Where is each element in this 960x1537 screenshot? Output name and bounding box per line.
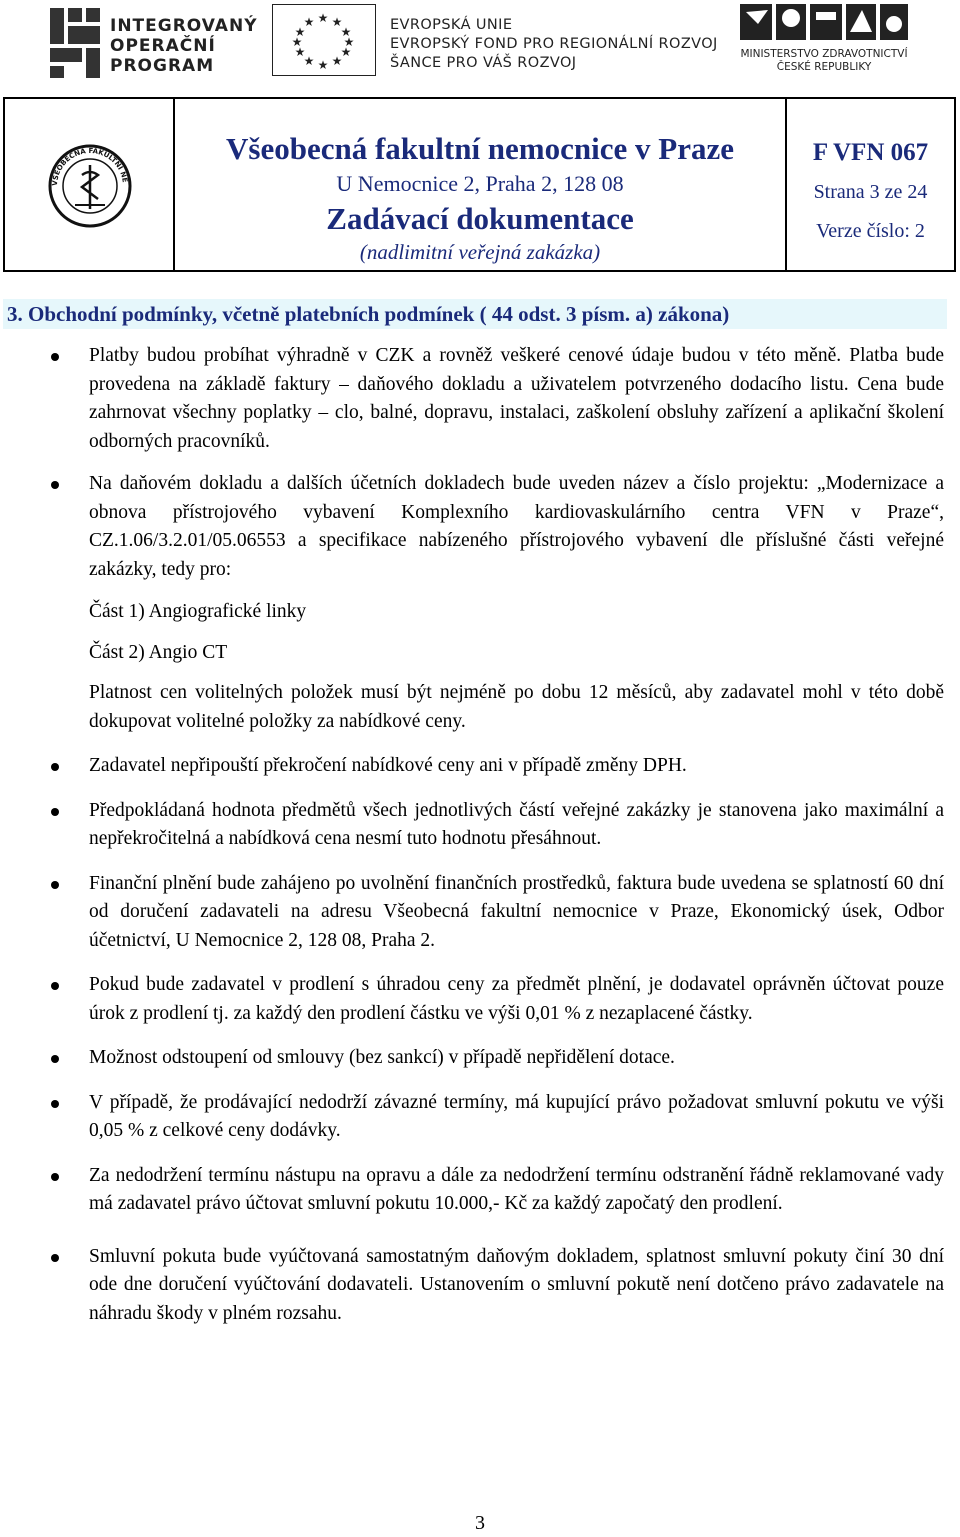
- item-text: Smluvní pokuta bude vyúčtovaná samostatným daňovým dokladem, splatnost smluvní pokuty činí 30 dní ode dne doručení vyúčtování dodavateli. Ustanovením o smluvní pokutě není dotčeno právo zadavatele na náhradu škody v plném rozsahu.: [89, 1245, 944, 1324]
- header-title-cell: [175, 99, 787, 270]
- mz-line2: ČESKÉ REPUBLIKY: [776, 61, 872, 73]
- document-title: Zadávací dokumentace: [326, 201, 634, 236]
- document-header: [3, 97, 956, 272]
- bullet-icon: [51, 353, 59, 361]
- svg-text:★: ★: [340, 45, 352, 59]
- version-number: Verze číslo: 2: [816, 220, 925, 242]
- item-text: Možnost odstoupení od smlouvy (bez sankcí) v případě nepřidělení dotace.: [89, 1047, 675, 1068]
- svg-text:★: ★: [340, 25, 352, 39]
- item-text: V případě, že prodávající nedodrží závazné termíny, má kupující právo požadovat smluvní pokutu ve výši 0,05 % z celkové ceny dodávky.: [89, 1091, 944, 1141]
- svg-text:★: ★: [331, 54, 343, 68]
- item-text: Platby budou probíhat výhradně v CZK a rovněž veškeré cenové údaje budou v této měně. Platba bude provedena na základě faktury – daňového dokladu a uživatelem potvrzeného dodacího listu. Cena bude zahrnovat všechny poplatky – clo, balné, dopravu, instalaci, zaškolení obsluhy zařízení a aplikační školení odborných pracovníků.: [89, 345, 944, 452]
- svg-text:★: ★: [291, 35, 303, 49]
- eu-line1: EVROPSKÁ UNIE: [390, 17, 513, 33]
- list-item: [89, 470, 944, 736]
- logo-bar: [0, 0, 960, 90]
- mz-text: [738, 48, 910, 74]
- svg-text:★: ★: [294, 25, 306, 39]
- bullet-icon: [51, 1173, 59, 1181]
- eu-flag-icon: [272, 4, 376, 76]
- header-seal-cell: [5, 99, 175, 270]
- list-item: [89, 1162, 944, 1219]
- svg-text:★: ★: [343, 35, 355, 49]
- eu-line2: EVROPSKÝ FOND PRO REGIONÁLNÍ ROZVOJ: [390, 36, 718, 52]
- bullet-icon: [51, 1254, 59, 1262]
- list-item: [89, 1044, 944, 1073]
- list-item: [89, 752, 944, 781]
- bullet-icon: [51, 1100, 59, 1108]
- item-text: Za nedodržení termínu nástupu na opravu a dále za nedodržení termínu odstranění řádně reklamované vady má zadavatel právo účtovat smluvní pokutu 10.000,- Kč za každý započatý den prodlení.: [89, 1164, 944, 1214]
- document-subtitle: (nadlimitní veřejná zakázka): [359, 240, 601, 264]
- iop-mark-icon: [48, 4, 104, 80]
- svg-text:★: ★: [331, 15, 343, 29]
- header-meta-cell: [787, 99, 954, 270]
- list-item: [89, 797, 944, 854]
- svg-text:★: ★: [317, 58, 329, 72]
- section-heading: 3. Obchodní podmínky, včetně platebních podmínek ( 44 odst. 3 písm. a) zákona): [3, 299, 947, 329]
- hospital-name: Všeobecná fakultní nemocnice v Praze: [226, 131, 734, 166]
- price-validity: Platnost cen volitelných položek musí být nejméně po dobu 12 měsíců, aby zadavatel mohl v této době dokupovat volitelné položky za nabídkové ceny.: [89, 682, 944, 732]
- hospital-seal-icon: [5, 99, 171, 270]
- page-number: 3: [475, 1512, 485, 1534]
- iop-line3: PROGRAM: [110, 56, 215, 76]
- item-text: Zadavatel nepřipouští překročení nabídkové ceny ani v případě změny DPH.: [89, 755, 687, 776]
- list-item: [89, 971, 944, 1028]
- bullet-icon: [51, 808, 59, 816]
- list-item: [89, 342, 944, 456]
- item-text: Finanční plnění bude zahájeno po uvolnění finančních prostředků, faktura bude uvedena se splatností 60 dní od doručení zadavateli na adresu Všeobecná fakultní nemocnice v Praze, Ekonomický úsek, Odbor účetnictví, U Nemocnice 2, 128 08, Praha 2.: [89, 872, 944, 951]
- document-code: F VFN 067: [812, 139, 929, 166]
- bullet-icon: [51, 481, 59, 489]
- item-text: Pokud bude zadavatel v prodlení s úhradou ceny za předmět plnění, je dodavatel oprávněn účtovat pouze úrok z prodlení tj. za každý den prodlení částku ve výši 0,01 % z nezaplacené částky.: [89, 974, 944, 1024]
- iop-line2: OPERAČNÍ: [110, 36, 216, 56]
- svg-text:★: ★: [303, 54, 315, 68]
- eu-logo: [272, 4, 718, 80]
- page-indicator: Strana 3 ze 24: [813, 181, 928, 203]
- mz-logo: [738, 2, 938, 82]
- part-2: Část 2) Angio CT: [89, 641, 228, 663]
- list-item: [89, 870, 944, 956]
- bullet-icon: [51, 881, 59, 889]
- mz-emblem-icon: [738, 2, 910, 44]
- list-item: [89, 1243, 944, 1329]
- eu-line3: ŠANCE PRO VÁŠ ROZVOJ: [390, 55, 577, 71]
- iop-text: [110, 16, 258, 76]
- conditions-list: [0, 342, 960, 1328]
- svg-text:★: ★: [317, 11, 329, 25]
- part-1: Část 1) Angiografické linky: [89, 601, 307, 622]
- iop-logo: [48, 4, 258, 80]
- hospital-address: U Nemocnice 2, Praha 2, 128 08: [336, 171, 624, 196]
- bullet-icon: [51, 982, 59, 990]
- seal-text: VŠEOBECNÁ FAKULTNÍ NE: [50, 146, 129, 187]
- item-text: Předpokládaná hodnota předmětů všech jednotlivých částí veřejné zakázky je stanovena jako maximální a nepřekročitelná a nabídková cena nesmí tuto hodnotu přesáhnout.: [89, 799, 944, 849]
- iop-line1: INTEGROVANÝ: [110, 16, 258, 36]
- svg-text:★: ★: [294, 45, 306, 59]
- svg-text:★: ★: [303, 15, 315, 29]
- eu-text: [390, 16, 718, 73]
- bullet-icon: [51, 1055, 59, 1063]
- item-text: Na daňovém dokladu a dalších účetních dokladech bude uveden název a číslo projektu: „Modernizace a obnova přístrojového vybavení Komplexního kardiovaskulárního centra VFN v Praze“, CZ.1.06/3.2.01/05.06553 a specifikace nabízeného přístrojového vybavení dle příslušné části veřejné zakázky, tedy pro:: [89, 473, 944, 580]
- list-item: [89, 1089, 944, 1146]
- bullet-icon: [51, 763, 59, 771]
- mz-line1: MINISTERSTVO ZDRAVOTNICTVÍ: [740, 48, 908, 60]
